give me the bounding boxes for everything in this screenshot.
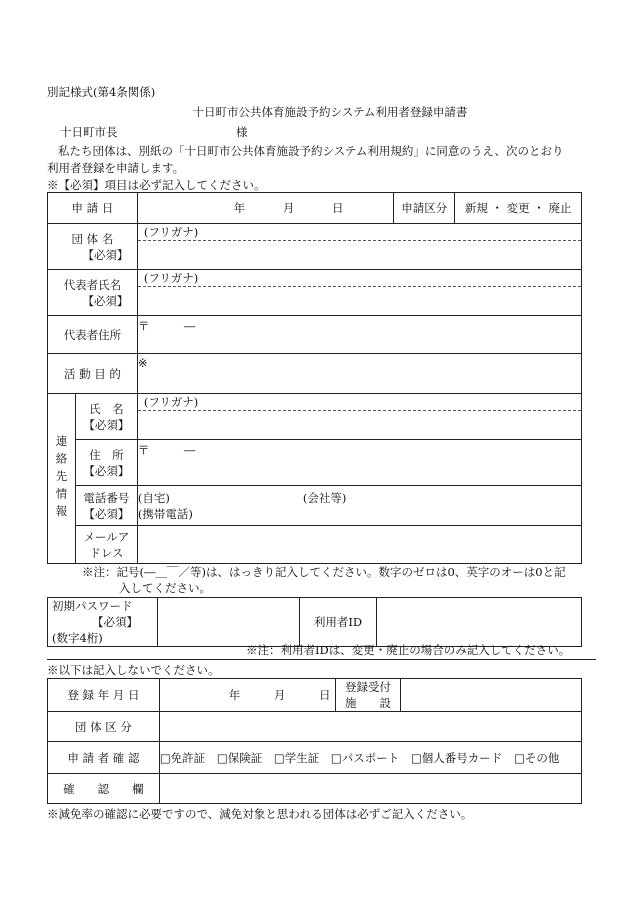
intro-text-line2: 利用者登録を申請します。 bbox=[47, 161, 185, 175]
contact-postal-mark: 〒 ― bbox=[137, 443, 196, 457]
apply-type-cell bbox=[394, 193, 582, 224]
contact-address-field[interactable] bbox=[137, 440, 581, 486]
checkbox-other[interactable]: □その他 bbox=[513, 750, 560, 765]
symbols-note-line1: ※注：記号(―＿￣／等)は、はっきり記入してください。数字のゼロは0、英字のオーは0と記 bbox=[82, 565, 566, 579]
divider bbox=[47, 659, 596, 660]
checkbox-insurance[interactable]: □保険証 bbox=[216, 750, 263, 765]
reg-date-label: 登 録 年 月 日 bbox=[48, 679, 160, 712]
intro-text-line1: 私たち団体は、別紙の「十日町市公共体育施設予約システム利用規約」に同意のうえ、次のとおり bbox=[58, 144, 564, 158]
contact-address-label-cell bbox=[75, 440, 137, 486]
email-label-line1: メールア bbox=[83, 529, 130, 544]
rep-name-field[interactable] bbox=[137, 270, 581, 316]
org-name-label-cell bbox=[48, 224, 138, 270]
phone-label-cell bbox=[75, 486, 137, 526]
rep-name-required: 【必須】 bbox=[82, 293, 129, 308]
userid-note: ※注：利用者IDは、変更・廃止の場合のみ記入してください。 bbox=[246, 643, 571, 657]
form-number-label: 別記様式(第4条関係) bbox=[47, 85, 156, 99]
confirm-label: 確 認 欄 bbox=[48, 774, 160, 804]
phone-required: 【必須】 bbox=[83, 506, 130, 521]
password-table bbox=[47, 597, 582, 647]
email-field[interactable] bbox=[137, 526, 581, 564]
contact-address-label: 住 所 bbox=[89, 447, 124, 462]
activity-mark: ※ bbox=[137, 356, 148, 370]
date-day: 日 bbox=[331, 201, 344, 215]
group-class-label: 団 体 区 分 bbox=[48, 712, 160, 742]
password-required: 【必須】 bbox=[92, 615, 138, 629]
office-only-note: ※以下は記入しないでください。 bbox=[47, 663, 220, 677]
office-table bbox=[47, 678, 582, 804]
applicant-check-options bbox=[159, 742, 581, 774]
contact-name-label: 氏 名 bbox=[89, 401, 124, 416]
group-class-field[interactable] bbox=[159, 712, 581, 742]
activity-field[interactable] bbox=[137, 354, 581, 394]
user-id-label: 利用者ID bbox=[299, 598, 377, 647]
symbols-note-line2: 入してください。 bbox=[119, 581, 211, 595]
password-label: 初期パスワード bbox=[52, 599, 133, 613]
reg-date-field[interactable] bbox=[159, 679, 335, 712]
email-label-cell bbox=[75, 526, 137, 564]
user-id-field[interactable] bbox=[377, 598, 582, 647]
checkbox-student[interactable]: □学生証 bbox=[273, 750, 320, 765]
reg-date-year: 年 bbox=[228, 688, 241, 702]
contact-group-label: 連絡先情報 bbox=[54, 434, 69, 523]
contact-group-label-cell bbox=[48, 394, 76, 564]
apply-type-options[interactable]: 新規 ・ 変更 ・ 廃止 bbox=[464, 201, 572, 215]
date-month: 月 bbox=[282, 201, 295, 215]
applicant-check-label: 申 請 者 確 認 bbox=[48, 742, 160, 774]
phone-office-label: (会社等) bbox=[302, 490, 347, 505]
checkbox-passport[interactable]: □パスポート bbox=[330, 750, 400, 765]
password-field[interactable] bbox=[157, 598, 299, 647]
contact-address-required: 【必須】 bbox=[83, 463, 130, 478]
contact-name-label-cell bbox=[75, 394, 137, 440]
reg-date-day: 日 bbox=[319, 688, 331, 702]
required-note: ※【必須】項目は必ず記入してください。 bbox=[47, 178, 266, 192]
phone-label: 電話番号 bbox=[83, 490, 130, 505]
application-table bbox=[47, 192, 582, 564]
footer-note: ※減免率の確認に必要ですので、減免対象と思われる団体は必ずご記入ください。 bbox=[47, 807, 473, 821]
rep-address-label: 代表者住所 bbox=[48, 316, 138, 354]
phone-field[interactable] bbox=[137, 486, 581, 526]
rep-postal-mark: 〒 ― bbox=[137, 319, 196, 333]
password-label-cell bbox=[48, 598, 158, 647]
addressee: 十日町市長 bbox=[60, 125, 118, 139]
checkbox-license[interactable]: □免許証 bbox=[159, 750, 206, 765]
org-name-field[interactable] bbox=[137, 224, 581, 270]
contact-name-required: 【必須】 bbox=[83, 417, 130, 432]
activity-label: 活 動 目 的 bbox=[48, 354, 138, 394]
email-label-line2: ドレス bbox=[89, 545, 124, 560]
phone-home-label: (自宅) bbox=[137, 490, 170, 505]
reception-label-line1: 登録受付 bbox=[344, 680, 391, 694]
honorific: 様 bbox=[236, 125, 248, 139]
reception-field[interactable] bbox=[401, 679, 582, 712]
phone-mobile-label: (携帯電話) bbox=[137, 506, 193, 521]
rep-address-field[interactable] bbox=[137, 316, 581, 354]
apply-date-label: 申 請 日 bbox=[48, 193, 138, 224]
reception-label-cell bbox=[335, 679, 401, 712]
confirm-field[interactable] bbox=[159, 774, 581, 804]
reception-label-line2: 施 設 bbox=[344, 696, 391, 710]
org-name-furigana: (フリガナ) bbox=[138, 224, 581, 241]
date-year: 年 bbox=[233, 201, 246, 215]
rep-name-label-cell bbox=[48, 270, 138, 316]
org-name-label: 団 体 名 bbox=[71, 231, 114, 246]
contact-name-furigana: (フリガナ) bbox=[138, 394, 581, 411]
rep-name-furigana: (フリガナ) bbox=[138, 270, 581, 287]
rep-name-label: 代表者氏名 bbox=[63, 277, 122, 292]
apply-type-label: 申請区分 bbox=[394, 193, 455, 223]
checkbox-mynumber[interactable]: □個人番号カード bbox=[410, 750, 503, 765]
contact-name-field[interactable] bbox=[137, 394, 581, 440]
apply-date-field[interactable] bbox=[137, 193, 393, 224]
reg-date-month: 月 bbox=[273, 688, 286, 702]
password-digits: (数字4桁) bbox=[52, 631, 103, 645]
page-title: 十日町市公共体育施設予約システム利用者登録申請書 bbox=[192, 105, 468, 119]
org-name-required: 【必須】 bbox=[82, 247, 129, 262]
